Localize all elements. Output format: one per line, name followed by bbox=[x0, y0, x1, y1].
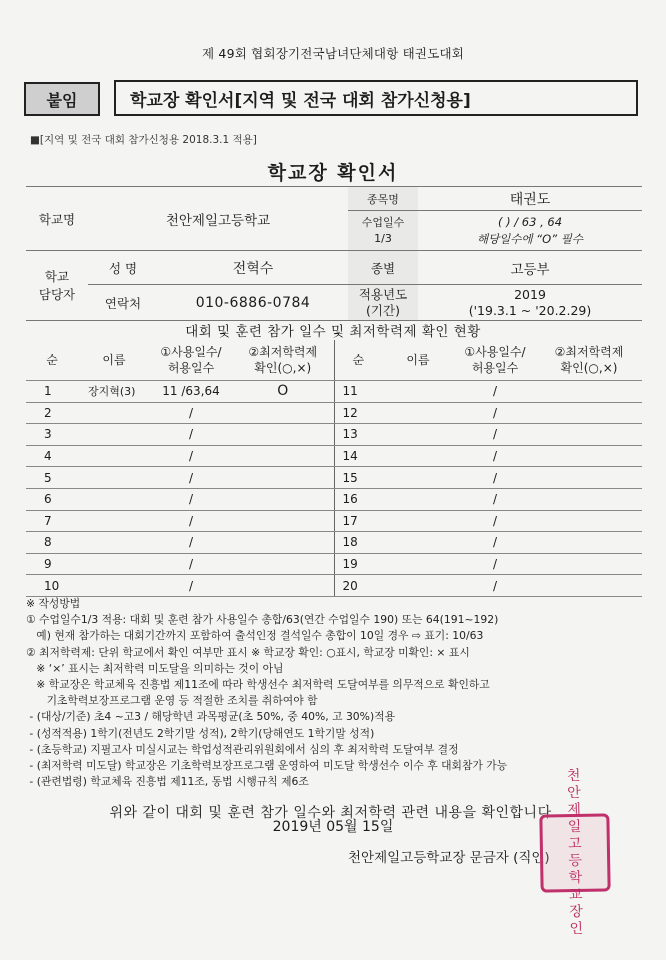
row-name bbox=[78, 467, 150, 489]
school-name: 천안제일고등학교 bbox=[88, 187, 348, 251]
row-name bbox=[78, 575, 150, 597]
row-no: 12 bbox=[334, 402, 382, 424]
name-value: 전혁수 bbox=[158, 251, 348, 285]
confirmation-date: 2019년 05월 15일 bbox=[272, 819, 394, 835]
row-name bbox=[382, 445, 454, 467]
seal-char: 고 bbox=[567, 835, 582, 853]
event-value: 태권도 bbox=[418, 187, 642, 211]
row-name bbox=[78, 424, 150, 446]
days-label-line2: 1/3 bbox=[374, 231, 392, 245]
row-no: 4 bbox=[26, 445, 78, 467]
row-no: 18 bbox=[334, 532, 382, 554]
days-label bbox=[348, 211, 418, 251]
instruction-line: - (대상/기준) 초4 ~고3 / 해당학년 과목평균(초 50%, 중 40%, 고 30%)적용 bbox=[26, 710, 396, 724]
instruction-line: 기초학력보장프로그램 운영 등 적절한 조치를 취하여야 함 bbox=[26, 694, 318, 708]
row-days: / bbox=[150, 510, 232, 532]
table-row bbox=[26, 381, 642, 403]
col-days-line2: 허용일수 bbox=[167, 361, 215, 375]
seal-char: 장 bbox=[569, 903, 583, 921]
col-min-2-line1: ②최저학력제 bbox=[554, 345, 624, 359]
row-no: 19 bbox=[334, 553, 382, 575]
col-min bbox=[232, 340, 334, 381]
row-days: / bbox=[454, 553, 536, 575]
row-name bbox=[382, 510, 454, 532]
seal-char: 인 bbox=[569, 920, 584, 938]
instruction-line: ※ 작성방법 bbox=[26, 597, 81, 610]
instruction-line: - (최저학력 미도달) 학교장은 기초학력보장프로그램 운영하여 미도달 학생선수 이수 후 대회참가 가능 bbox=[26, 759, 508, 773]
row-days: / bbox=[454, 445, 536, 467]
col-days-2 bbox=[454, 340, 536, 381]
days-value-cell bbox=[418, 211, 642, 251]
seal-char: 학 bbox=[568, 869, 583, 887]
col-name-2: 이름 bbox=[382, 340, 454, 381]
row-check bbox=[232, 488, 334, 510]
col-days-line1: ①사용일수/ bbox=[160, 345, 222, 359]
row-days: / bbox=[150, 553, 232, 575]
row-check bbox=[232, 467, 334, 489]
row-check bbox=[536, 424, 642, 446]
row-days: / bbox=[454, 510, 536, 532]
col-days-2-line2: 허용일수 bbox=[471, 361, 519, 375]
table-row bbox=[26, 488, 642, 510]
seal-char: 안 bbox=[567, 784, 581, 802]
row-days: / bbox=[454, 532, 536, 554]
row-days: / bbox=[150, 467, 232, 489]
division-value: 고등부 bbox=[418, 251, 642, 285]
row-no: 5 bbox=[26, 467, 78, 489]
row-no: 6 bbox=[26, 488, 78, 510]
row-days: / bbox=[150, 488, 232, 510]
seal-char: 일 bbox=[567, 818, 582, 836]
col-name: 이름 bbox=[78, 340, 150, 381]
table-row bbox=[26, 575, 642, 597]
col-min-2 bbox=[536, 340, 642, 381]
manager-label-line1: 학교 bbox=[44, 268, 70, 284]
year-label bbox=[348, 285, 418, 321]
table-header-row bbox=[26, 340, 642, 381]
event-label: 종목명 bbox=[348, 187, 418, 211]
instruction-line: - (관련법령) 학교체육 진흥법 제11조, 동법 시행규칙 제6조 bbox=[26, 775, 309, 789]
school-label: 학교명 bbox=[26, 187, 88, 251]
row-days: 11 /63,64 bbox=[150, 381, 232, 403]
row-check bbox=[536, 575, 642, 597]
event-header: 제 49회 협회장기전국남녀단체대항 태권도대회 bbox=[201, 46, 465, 61]
row-days: / bbox=[150, 532, 232, 554]
main-title: 학교장 확인서 bbox=[267, 162, 399, 184]
row-check: O bbox=[232, 381, 334, 403]
row-name: 장지혁(3) bbox=[78, 381, 150, 403]
table-row bbox=[26, 424, 642, 446]
row-check bbox=[536, 445, 642, 467]
days-value: ( ) / 63 , 64 bbox=[497, 214, 563, 229]
row-check bbox=[232, 575, 334, 597]
row-no: 8 bbox=[26, 532, 78, 554]
document-box-title: 학교장 확인서[지역 및 전국 대회 참가신청용] bbox=[114, 80, 638, 116]
reference-note: ■[지역 및 전국 대회 참가신청용 2018.3.1 적용] bbox=[30, 134, 257, 146]
col-no: 순 bbox=[26, 340, 78, 381]
col-days-2-line1: ①사용일수/ bbox=[464, 345, 526, 359]
row-days: / bbox=[454, 467, 536, 489]
row-no: 3 bbox=[26, 424, 78, 446]
row-no: 16 bbox=[334, 488, 382, 510]
row-no: 17 bbox=[334, 510, 382, 532]
row-name bbox=[382, 424, 454, 446]
period-value: ('19.3.1 ~ '20.2.29) bbox=[468, 302, 592, 318]
row-name bbox=[382, 532, 454, 554]
info-table bbox=[26, 186, 642, 321]
instruction-line: ※ 학교장은 학교체육 진흥법 제11조에 따라 학생선수 최저학력 도달여부를 의무적으로 확인하고 bbox=[26, 678, 490, 692]
row-name bbox=[78, 553, 150, 575]
seal-char: 교 bbox=[568, 886, 583, 904]
row-days: / bbox=[150, 424, 232, 446]
name-label: 성 명 bbox=[88, 251, 158, 285]
col-min-line1: ②최저학력제 bbox=[248, 345, 318, 359]
row-days: / bbox=[454, 424, 536, 446]
row-days: / bbox=[454, 488, 536, 510]
row-name bbox=[78, 402, 150, 424]
row-check bbox=[232, 510, 334, 532]
seal-char: 천 bbox=[566, 767, 581, 785]
row-check bbox=[232, 532, 334, 554]
manager-label bbox=[26, 251, 88, 321]
row-no: 2 bbox=[26, 402, 78, 424]
instruction-line: - (초등학교) 지필고사 미실시교는 학업성적관리위원회에서 심의 후 최저학력 도달여부 결정 bbox=[26, 742, 459, 756]
year-label-line1: 적용년도 bbox=[358, 286, 408, 302]
instruction-line: 예) 현재 참가하는 대회기간까지 포함하여 출석인정 결석일수 총합이 10일 경우 ⇨ 표기: 10/63 bbox=[26, 629, 484, 643]
row-check bbox=[536, 532, 642, 554]
table-row bbox=[26, 510, 642, 532]
row-no: 9 bbox=[26, 553, 78, 575]
row-days: / bbox=[454, 402, 536, 424]
row-no: 1 bbox=[26, 381, 78, 403]
table-row bbox=[26, 467, 642, 489]
row-days: / bbox=[454, 575, 536, 597]
row-days: / bbox=[150, 575, 232, 597]
row-check bbox=[232, 553, 334, 575]
year-value-cell bbox=[418, 285, 642, 321]
instruction-line: - (성적적용) 1학기(전년도 2학기말 성적), 2학기(당해연도 1학기말 성적) bbox=[26, 726, 375, 740]
table-row bbox=[26, 445, 642, 467]
row-name bbox=[382, 381, 454, 403]
row-check bbox=[536, 402, 642, 424]
col-days bbox=[150, 340, 232, 381]
seal-char: 등 bbox=[568, 852, 583, 870]
instruction-line: ① 수업일수1/3 적용: 대회 및 훈련 참가 사용일수 총합/63(연간 수업일수 190) 또는 64(191~192) bbox=[26, 613, 499, 627]
row-days: / bbox=[454, 381, 536, 403]
row-no: 10 bbox=[26, 575, 78, 597]
table-row bbox=[26, 553, 642, 575]
row-name bbox=[382, 488, 454, 510]
year-label-line2: (기간) bbox=[366, 302, 400, 318]
manager-label-line2: 담당자 bbox=[38, 286, 76, 302]
col-min-line2: 확인(○,×) bbox=[254, 361, 312, 375]
official-seal bbox=[539, 767, 610, 938]
row-check bbox=[536, 467, 642, 489]
row-name bbox=[78, 488, 150, 510]
row-name bbox=[382, 575, 454, 597]
row-days: / bbox=[150, 445, 232, 467]
table-row bbox=[26, 402, 642, 424]
principal-signature: 천안제일고등학교장 문금자 (직인) bbox=[348, 850, 550, 866]
year-value: 2019 bbox=[514, 286, 546, 302]
row-days: / bbox=[150, 402, 232, 424]
row-name bbox=[78, 510, 150, 532]
col-min-2-line2: 확인(○,×) bbox=[560, 361, 618, 375]
row-check bbox=[536, 381, 642, 403]
row-no: 20 bbox=[334, 575, 382, 597]
row-check bbox=[536, 510, 642, 532]
row-no: 11 bbox=[334, 381, 382, 403]
row-check bbox=[232, 424, 334, 446]
seal-char: 제 bbox=[567, 801, 582, 819]
row-check bbox=[232, 402, 334, 424]
writing-instructions bbox=[26, 596, 507, 790]
col-no-2: 순 bbox=[334, 340, 382, 381]
row-name bbox=[382, 553, 454, 575]
row-no: 14 bbox=[334, 445, 382, 467]
row-no: 7 bbox=[26, 510, 78, 532]
row-name bbox=[382, 467, 454, 489]
contact-value: 010-6886-0784 bbox=[158, 285, 348, 321]
row-no: 13 bbox=[334, 424, 382, 446]
row-check bbox=[536, 488, 642, 510]
instruction-line: ② 최저학력제: 단위 학교에서 확인 여부만 표시 ※ 학교장 확인: ○표시, 학교장 미확인: × 표시 bbox=[26, 645, 470, 659]
row-name bbox=[78, 532, 150, 554]
row-check bbox=[536, 553, 642, 575]
days-note: 해당일수에 “O” 필수 bbox=[476, 231, 584, 246]
row-name bbox=[382, 402, 454, 424]
contact-label: 연락처 bbox=[88, 285, 158, 321]
participation-table bbox=[26, 340, 642, 597]
instruction-line: ※ ‘×’ 표시는 최저학력 미도달을 의미하는 것이 아님 bbox=[26, 661, 284, 675]
participation-table-title: 대회 및 훈련 참가 일수 및 최저학력제 확인 현황 bbox=[185, 324, 481, 340]
division-label: 종별 bbox=[348, 251, 418, 285]
row-name bbox=[78, 445, 150, 467]
row-no: 15 bbox=[334, 467, 382, 489]
days-label-line1: 수업일수 bbox=[361, 215, 405, 229]
table-row bbox=[26, 532, 642, 554]
attachment-tag: 붙임 bbox=[24, 82, 100, 116]
confirmation-statement: 위와 같이 대회 및 훈련 참가 일수와 최저학력 관련 내용을 확인합니다. bbox=[109, 805, 557, 821]
row-check bbox=[232, 445, 334, 467]
